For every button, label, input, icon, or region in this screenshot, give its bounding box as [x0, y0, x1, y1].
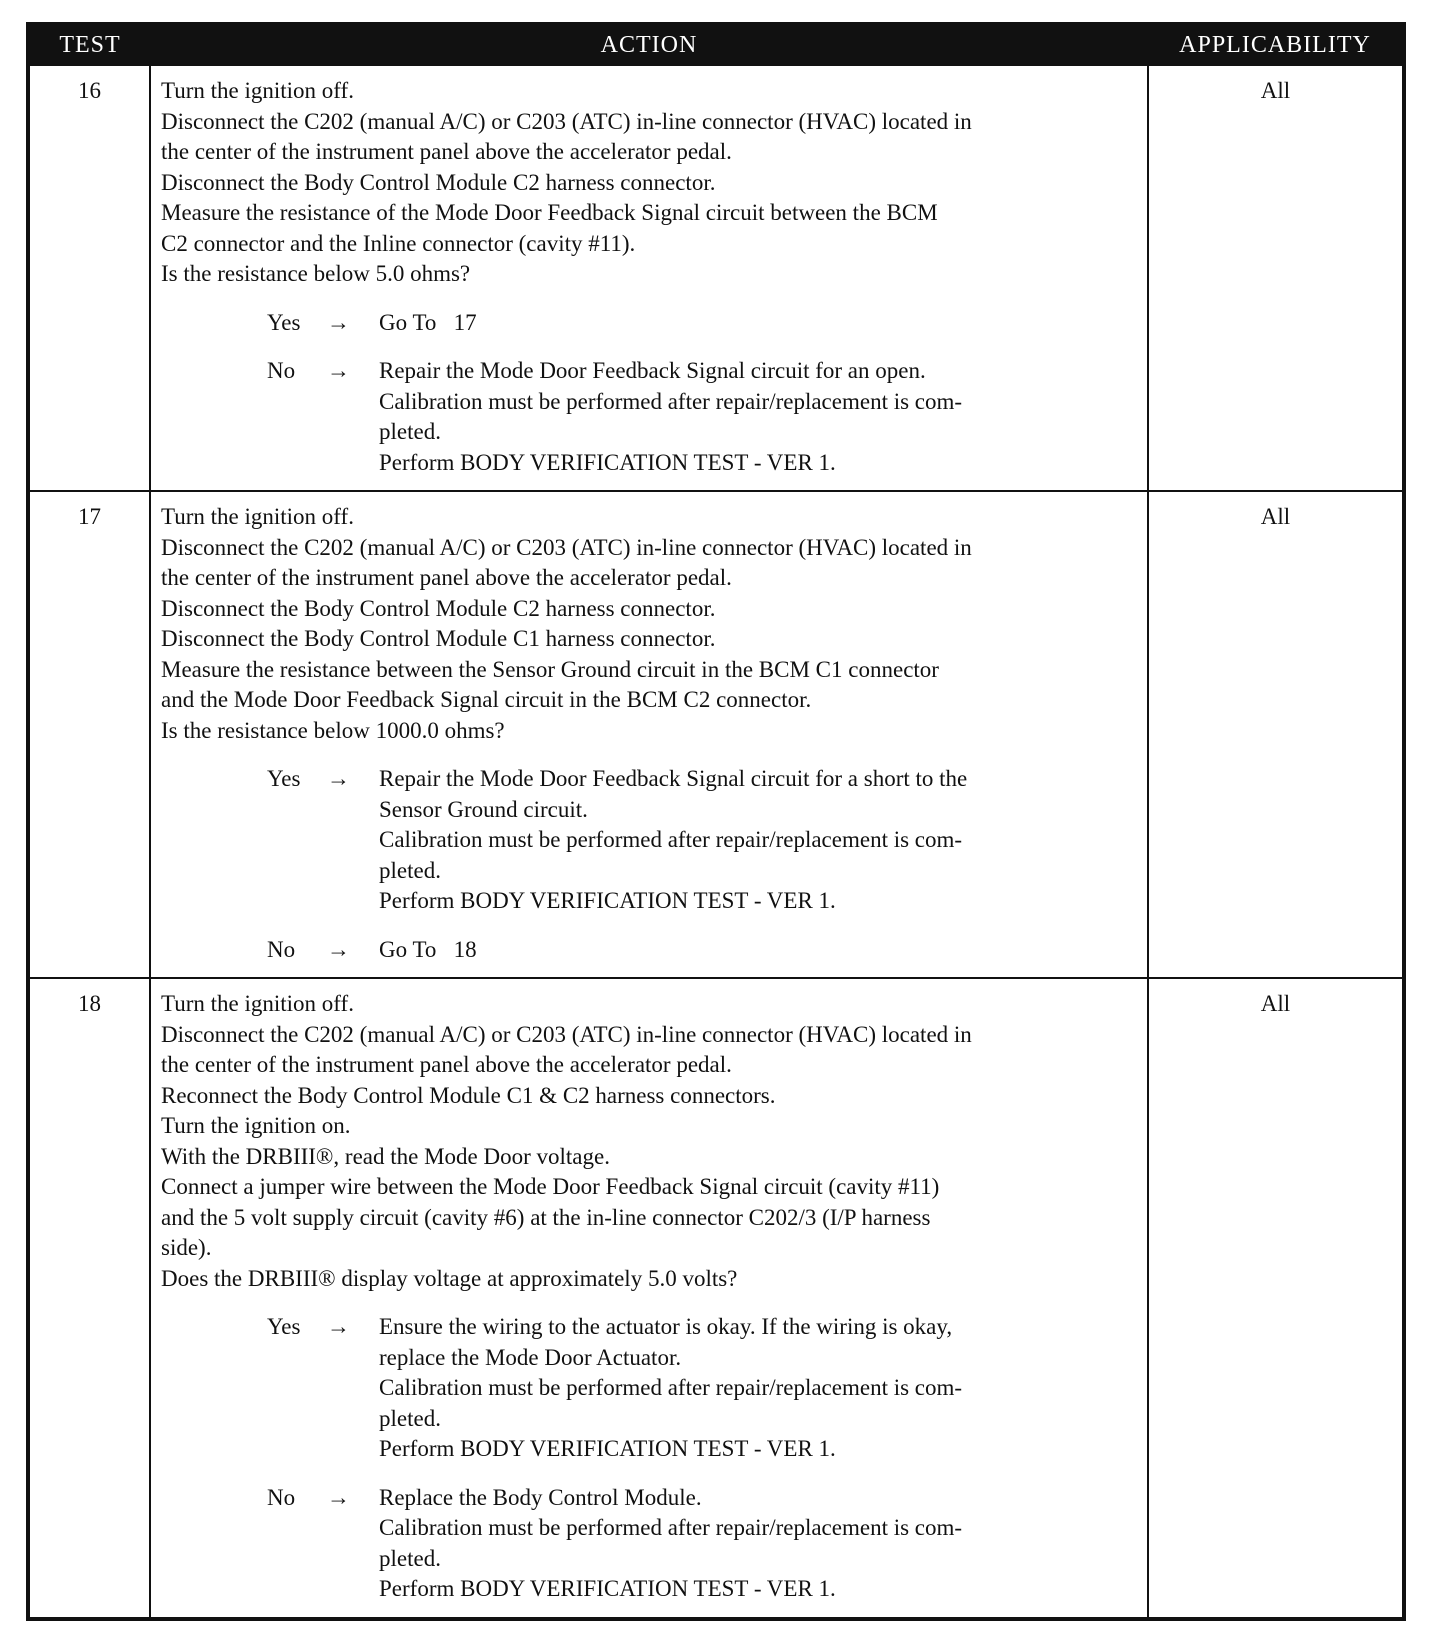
- yes-label: Yes: [267, 1314, 301, 1339]
- step-line: Turn the ignition on.: [161, 1113, 351, 1138]
- yes-label: Yes: [267, 766, 301, 791]
- table-header-row: [28, 24, 1404, 65]
- outcome-line: Calibration must be performed after repair/replacement is com-: [379, 1515, 963, 1540]
- step-line: Turn the ignition off.: [161, 991, 354, 1016]
- no-label: No: [267, 358, 296, 383]
- no-label: No: [267, 1484, 296, 1510]
- step-line: and the Mode Door Feedback Signal circuit in the BCM C2 connector.: [161, 687, 812, 712]
- step-line: side).: [161, 1235, 212, 1260]
- step-line: Turn the ignition off.: [161, 504, 354, 529]
- outcome-line: Replace the Body Control Module.: [379, 1484, 702, 1510]
- step-line: Is the resistance below 5.0 ohms?: [161, 261, 471, 286]
- outcome-line: Calibration must be performed after repair/replacement is com-: [379, 1375, 963, 1400]
- outcome-line: replace the Mode Door Actuator.: [379, 1344, 682, 1370]
- outcome-line: Perform BODY VERIFICATION TEST - VER 1.: [379, 449, 836, 475]
- step-line: Disconnect the C202 (manual A/C) or C203 (ATC) in-line connector (HVAC) located in: [161, 534, 972, 560]
- step-line: the center of the instrument panel above the accelerator pedal.: [161, 139, 732, 164]
- test-number: 17: [28, 491, 150, 978]
- test-row-16: [28, 65, 1404, 491]
- no-outcome: [161, 935, 1139, 966]
- outcome-line: Perform BODY VERIFICATION TEST - VER 1.: [379, 1576, 836, 1601]
- outcome-line: Go To 18: [379, 936, 477, 962]
- outcome-line: Ensure the wiring to the actuator is okay. If the wiring is okay,: [379, 1314, 953, 1339]
- action-cell: [150, 491, 1148, 978]
- arrow-right-icon: →: [327, 358, 350, 383]
- test-row-17: [28, 491, 1404, 978]
- outcome-line: Perform BODY VERIFICATION TEST - VER 1.: [379, 888, 836, 913]
- step-line: Disconnect the Body Control Module C1 harness connector.: [161, 626, 716, 651]
- step-line: Disconnect the Body Control Module C2 harness connector.: [161, 595, 716, 621]
- yes-outcome: [161, 308, 1139, 339]
- step-line: Disconnect the C202 (manual A/C) or C203 (ATC) in-line connector (HVAC) located in: [161, 1021, 972, 1047]
- step-line: C2 connector and the Inline connector (cavity #11).: [161, 230, 636, 256]
- diagnostic-page: [26, 22, 1402, 1621]
- test-number: 18: [28, 978, 150, 1619]
- arrow-right-icon: →: [327, 936, 350, 962]
- step-line: Is the resistance below 1000.0 ohms?: [161, 717, 505, 743]
- outcome-text: [379, 308, 1139, 339]
- step-line: Does the DRBIII® display voltage at approximately 5.0 volts?: [161, 1265, 738, 1291]
- action-cell: [150, 978, 1148, 1619]
- outcome-line: pleted.: [379, 1545, 441, 1571]
- outcome-line: pleted.: [379, 419, 441, 444]
- step-line: Disconnect the C202 (manual A/C) or C203 (ATC) in-line connector (HVAC) located in: [161, 108, 972, 134]
- step-line: Turn the ignition off.: [161, 78, 354, 103]
- step-line: With the DRBIII®, read the Mode Door voltage.: [161, 1143, 610, 1169]
- yes-outcome: [161, 764, 1139, 917]
- outcome-text: [379, 356, 1139, 478]
- yes-label: Yes: [267, 309, 301, 335]
- arrow-right-icon: →: [327, 766, 350, 791]
- outcome-line: Repair the Mode Door Feedback Signal circuit for an open.: [379, 358, 926, 383]
- header-action: ACTION: [150, 24, 1148, 65]
- test-row-18: [28, 978, 1404, 1619]
- outcome-line: Calibration must be performed after repair/replacement is com-: [379, 827, 963, 852]
- outcome-line: Go To 17: [379, 309, 477, 335]
- applicability: All: [1148, 978, 1404, 1619]
- step-line: Disconnect the Body Control Module C2 harness connector.: [161, 169, 716, 195]
- step-line: Reconnect the Body Control Module C1 & C2 harness connectors.: [161, 1082, 776, 1108]
- step-line: the center of the instrument panel above the accelerator pedal.: [161, 1052, 732, 1077]
- outcome-text: [379, 764, 1139, 917]
- outcome-line: pleted.: [379, 857, 441, 883]
- outcome-line: Calibration must be performed after repair/replacement is com-: [379, 388, 963, 414]
- no-outcome: [161, 1483, 1139, 1605]
- step-line: Measure the resistance between the Sensor Ground circuit in the BCM C1 connector: [161, 656, 939, 682]
- arrow-right-icon: →: [327, 1314, 350, 1339]
- test-number: 16: [28, 65, 150, 491]
- applicability: All: [1148, 65, 1404, 491]
- outcome-line: Perform BODY VERIFICATION TEST - VER 1.: [379, 1436, 836, 1461]
- step-line: the center of the instrument panel above the accelerator pedal.: [161, 565, 732, 590]
- outcome-line: Repair the Mode Door Feedback Signal circuit for a short to the: [379, 766, 968, 791]
- header-applicability: APPLICABILITY: [1148, 24, 1404, 65]
- outcome-line: pleted.: [379, 1405, 441, 1431]
- header-test: TEST: [28, 24, 150, 65]
- step-line: and the 5 volt supply circuit (cavity #6) at the in-line connector C202/3 (I/P harness: [161, 1204, 931, 1230]
- yes-outcome: [161, 1312, 1139, 1465]
- action-cell: [150, 65, 1148, 491]
- step-line: Measure the resistance of the Mode Door Feedback Signal circuit between the BCM: [161, 200, 938, 225]
- applicability: All: [1148, 491, 1404, 978]
- diagnostic-test-table: [26, 22, 1406, 1621]
- outcome-text: [379, 935, 1139, 966]
- outcome-text: [379, 1312, 1139, 1465]
- no-outcome: [161, 356, 1139, 478]
- outcome-text: [379, 1483, 1139, 1605]
- arrow-right-icon: →: [327, 1484, 350, 1510]
- outcome-line: Sensor Ground circuit.: [379, 796, 588, 822]
- step-line: Connect a jumper wire between the Mode Door Feedback Signal circuit (cavity #11): [161, 1174, 940, 1199]
- arrow-right-icon: →: [327, 309, 350, 335]
- no-label: No: [267, 936, 296, 962]
